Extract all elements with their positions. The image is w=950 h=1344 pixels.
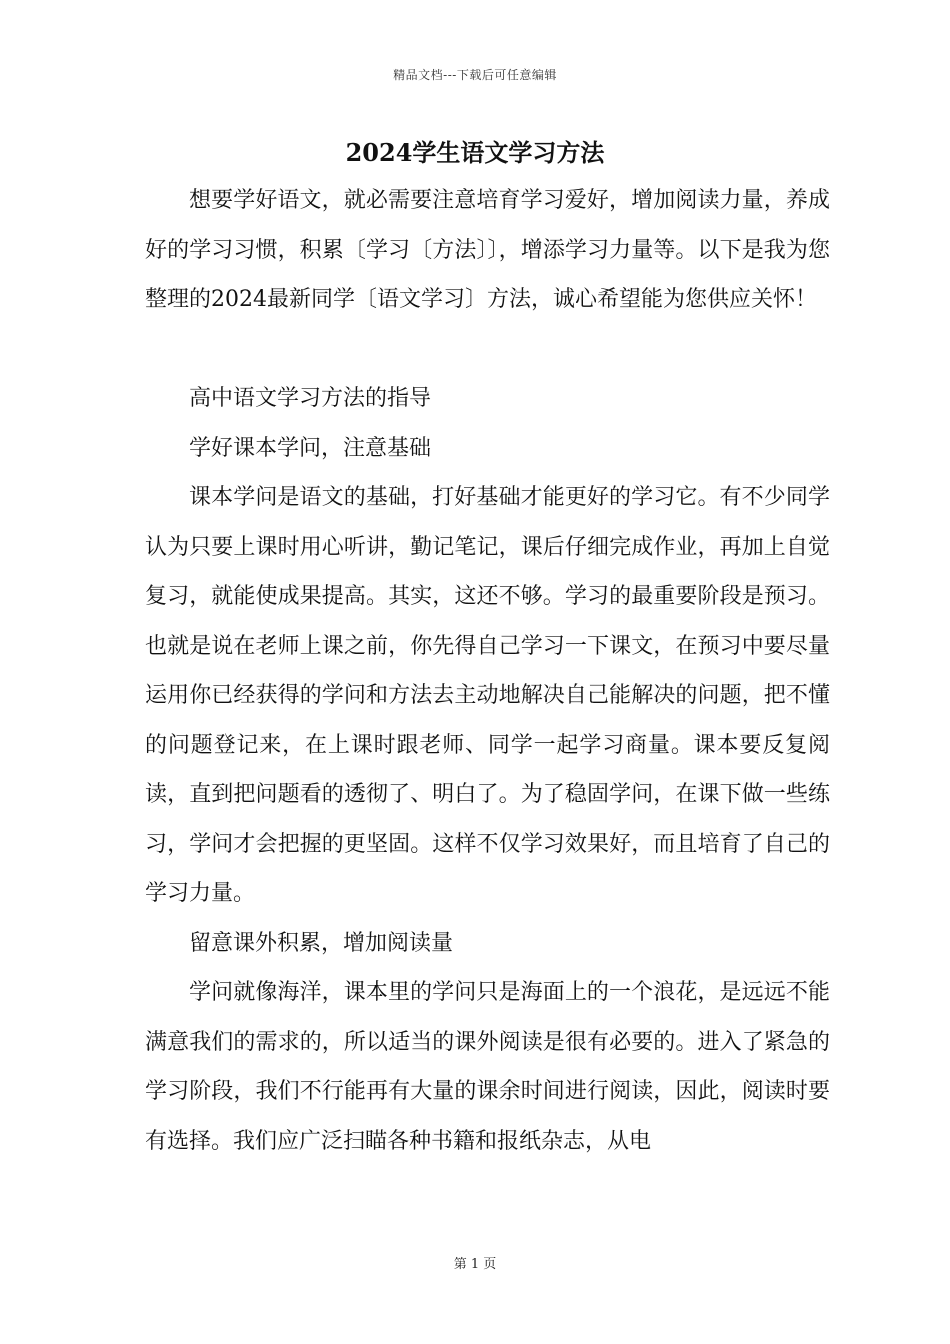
subheading-reading: 留意课外积累，增加阅读量 — [189, 930, 454, 956]
intro-paragraph: 想要学好语文，就必需要注意培育学习爱好，增加阅读力量，养成好的学习习惯，积累〔学习〔方法〕〕，增添学习力量等。以下是我为您整理的2024最新同学〔语文学习〕方法，诚心希望能为您供应关怀！ — [145, 188, 830, 312]
header-note: 精品文档---下载后可任意编辑 — [393, 68, 557, 82]
section-heading: 高中语文学习方法的指导 — [189, 386, 432, 411]
blank-line — [145, 325, 830, 375]
document-body — [145, 176, 830, 1166]
document-title: 2024学生语文学习方法 — [345, 138, 605, 167]
subheading-textbook: 学好课本学问，注意基础 — [189, 435, 432, 461]
paragraph-reading: 学问就像海洋，课本里的学问只是海面上的一个浪花，是远远不能满意我们的需求的，所以适当的课外阅读是很有必要的。进入了紧急的学习阶段，我们不行能再有大量的课余时间进行阅读，因此，阅读时要有选择。我们应广泛扫瞄各种书籍和报纸杂志，从电 — [145, 980, 830, 1154]
paragraph-textbook: 课本学问是语文的基础，打好基础才能更好的学习它。有不少同学认为只要上课时用心听讲，勤记笔记，课后仔细完成作业，再加上自觉复习，就能使成果提高。其实，这还不够。学习的最重要阶段是预习。也就是说在老师上课之前，你先得自己学习一下课文，在预习中要尽量运用你已经获得的学问和方法去主动地解决自己能解决的问题，把不懂的问题登记来，在上课时跟老师、同学一起学习商量。课本要反复阅读，直到把问题看的透彻了、明白了。为了稳固学问，在课下做一些练习，学问才会把握的更坚固。这样不仅学习效果好，而且培育了自己的学习力量。 — [145, 485, 830, 906]
page-number: 第 1 页 — [453, 1257, 497, 1272]
